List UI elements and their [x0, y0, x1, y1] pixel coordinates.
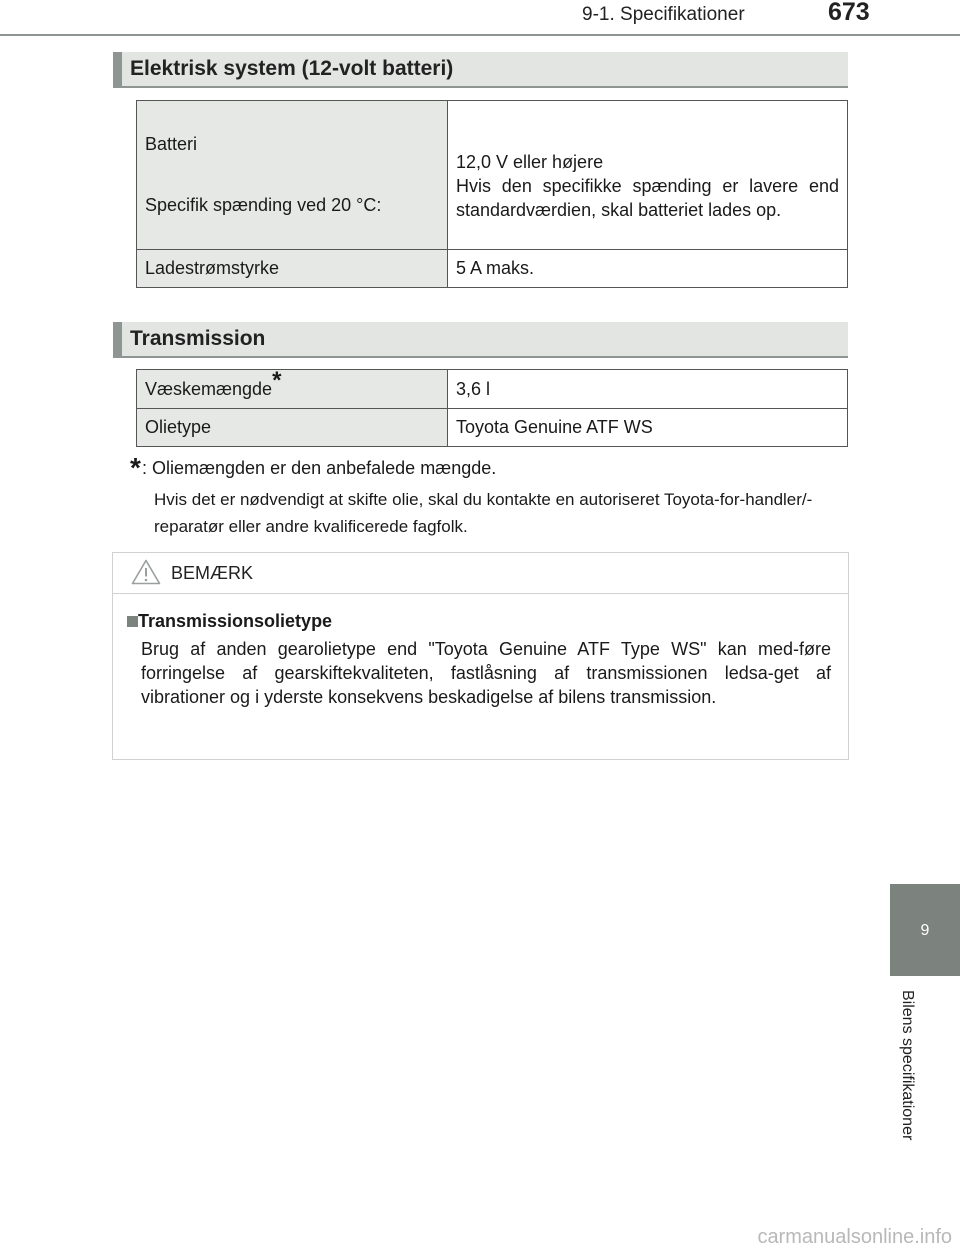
footnote-main: : Oliemængden er den anbefalede mængde.	[142, 458, 497, 478]
notice-title: BEMÆRK	[171, 563, 254, 583]
notice-text: Brug af anden gearolietype end "Toyota Genuine ATF Type WS" kan med-føre forringelse af gearskiftekvaliteten, fastlåsning af transmissionen ledsa-get af vibrationer og i yderste konsekvens beskadigelse af bilens transmission.	[141, 639, 831, 707]
chapter-label: Bilens specifikationer	[899, 990, 916, 1141]
fluid-amount-label: Væskemængde	[145, 378, 273, 399]
table-row	[137, 250, 848, 288]
chapter-tab	[890, 884, 960, 976]
table-row	[137, 101, 848, 250]
table-row	[137, 409, 848, 447]
voltage-value: 12,0 V eller højere Hvis den specifikke spænding er lavere end standardværdien, skal batteriet lades op.	[448, 101, 848, 250]
section-heading-electric	[113, 52, 848, 88]
charge-current-value: 5 A maks.	[448, 250, 848, 288]
warning-triangle-icon	[131, 559, 161, 585]
fluid-amount-label-cell	[137, 366, 448, 409]
section-heading-electric-title: Elektrisk system (12-volt batteri)	[130, 57, 454, 80]
section-heading-transmission	[113, 322, 848, 358]
footnote-sub: Hvis det er nødvendigt at skifte olie, skal du kontakte en autoriseret Toyota-for-handler/-reparatør eller andre kvalificerede fagfolk.	[154, 490, 813, 536]
watermark: carmanualsonline.info	[757, 1226, 952, 1248]
battery-label: Batteri	[145, 134, 198, 154]
notice-header	[113, 553, 848, 594]
footnote-star: *	[130, 452, 141, 483]
fluid-amount-value: 3,6 l	[448, 370, 848, 409]
page-number: 673	[828, 0, 870, 26]
notice-box	[112, 552, 849, 760]
charge-current-label: Ladestrømstyrke	[137, 250, 448, 288]
oil-type-label: Olietype	[137, 409, 448, 447]
section-title: 9-1. Specifikationer	[582, 4, 745, 25]
table-row	[137, 370, 848, 409]
chapter-number: 9	[920, 922, 930, 939]
voltage-label: Specifik spænding ved 20 °C:	[145, 195, 382, 215]
notice-subtitle: Transmissionsolietype	[138, 611, 333, 631]
oil-type-value: Toyota Genuine ATF WS	[448, 409, 848, 447]
battery-label-cell	[137, 101, 448, 250]
header-rule	[0, 34, 960, 36]
transmission-spec-table	[136, 366, 848, 447]
bullet-square-icon	[127, 616, 138, 627]
section-heading-transmission-title: Transmission	[130, 327, 266, 350]
electric-spec-table	[136, 100, 848, 288]
chapter-label-wrap	[894, 990, 924, 1180]
footnote-star-marker: *	[272, 366, 282, 394]
